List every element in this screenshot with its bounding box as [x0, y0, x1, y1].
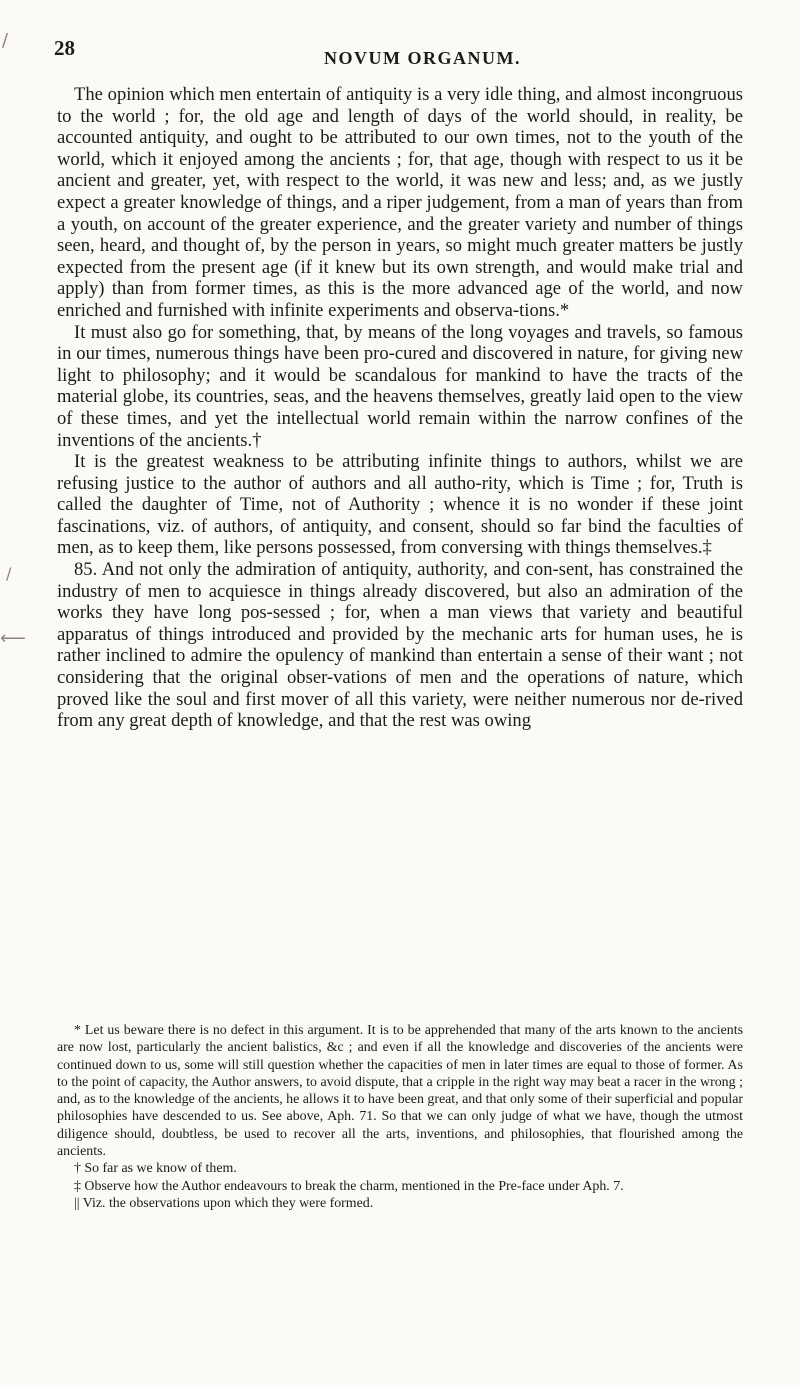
paragraph: The opinion which men entertain of antiquity is a very idle thing, and almost incongruous to the world ; for, the old age and length of days of the world should, in reality, be accounted antiquity, and ought to be attributed to our own times, not to the youth of the world, which it enjoyed among the ancients ; for, that age, though with respect to us it be ancient and greater, yet, with respect to the world, it was new and less; and, as we justly expect a greater knowledge of things, and a riper judgement, from a man of years than from a youth, on account of the greater experience, and the greater variety and number of things seen, heard, and thought of, by the person in years, so might much greater matters be justly expected from the present age (if it knew but its own strength, and would make trial and apply) than from former times, as this is the more advanced age of the world, and now enriched and furnished with infinite experiments and observa-tions.*	[57, 84, 743, 321]
footnote: * Let us beware there is no defect in this argument. It is to be apprehended that many of the arts known to the ancients are now lost, particularly the ancient balistics, &c ; and even if all the knowledge and discoveries of the ancients were continued down to us, some will still question whether the capacities of men in later times are equal to those of former. As to the point of capacity, the Author answers, to avoid dispute, that a cripple in the right way may beat a racer in the wrong ; and, as to the knowledge of the ancients, he allows it to have been great, and that only some of their superficial and popular philosophies have descended to us. See above, Aph. 71. So that we can only judge of what we have, though the utmost diligence should, doubtless, be used to recover all the arts, inventions, and philosophies, that flourished among the ancients.	[57, 1023, 743, 1160]
footnote: † So far as we know of them.	[74, 1161, 237, 1177]
margin-pencil-mark: /	[6, 564, 12, 583]
paragraph: 85. And not only the admiration of antiquity, authority, and con-sent, has constrained the industry of men to acquiesce in things already discovered, but also an admiration of the works they have long pos-sessed ; for, when a man views that variety and beautiful apparatus of things introduced and provided by the mechanic arts for human uses, he is rather inclined to admire the opulency of mankind than entertain a sense of their want ; not considering that the original obser-vations of men and the operations of nature, which proved like the soul and first mover of all this variety, were neither numerous nor de-rived from any great depth of knowledge, and that the rest was owing	[57, 559, 743, 732]
running-title: NOVUM ORGANUM.	[324, 48, 521, 68]
page-number: 28	[54, 36, 75, 60]
paragraph: It must also go for something, that, by means of the long voyages and travels, so famous in our times, numerous things have been pro-cured and discovered in nature, for giving new light to philosophy; and it would be scandalous for mankind to have the tracts of the material globe, its countries, seas, and the heavens themselves, greatly laid open to the view of these times, and yet the intellectual world remain within the narrow confines of the inventions of the ancients.†	[57, 321, 743, 451]
paragraph: It is the greatest weakness to be attributing infinite things to authors, whilst we are refusing justice to the author of authors and all autho-rity, which is Time ; for, Truth is called the daughter of Time, not of Authority ; whence it is no wonder if these joint fascinations, viz. of authors, of antiquity, and consent, should so far bind the faculties of men, as to keep them, like persons possessed, from conversing with things themselves.‡	[57, 451, 743, 559]
footnote: || Viz. the observations upon which they were formed.	[74, 1195, 374, 1211]
footnotes	[57, 1022, 743, 1212]
main-text	[57, 84, 743, 732]
footnote: ‡ Observe how the Author endeavours to break the charm, mentioned in the Pre-face under Aph. 7.	[74, 1178, 624, 1194]
margin-arrow-mark: ⟵	[0, 628, 26, 649]
margin-pencil-mark: /	[2, 30, 9, 51]
page-header	[54, 36, 744, 74]
